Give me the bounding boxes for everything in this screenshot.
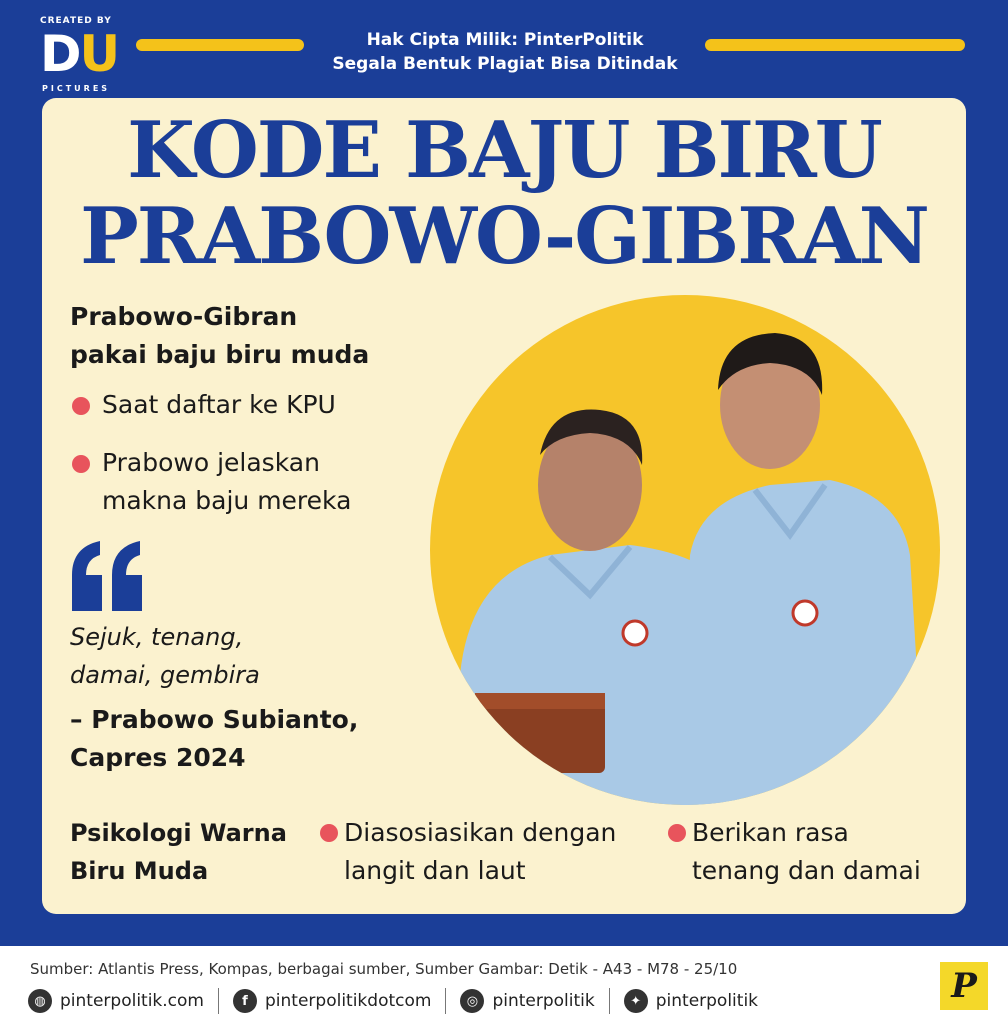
divider	[218, 988, 219, 1014]
psychology-item-line-1: Diasosiasikan dengan	[344, 818, 617, 847]
photo-circle	[430, 295, 940, 805]
header-divider-left	[136, 39, 304, 51]
bullet-dot-icon	[320, 824, 338, 842]
logo-mark	[40, 26, 118, 82]
psychology-title-line-2: Biru Muda	[70, 857, 209, 885]
psychology-item-line-2: tenang dan damai	[692, 856, 921, 885]
title-line-2: PRABOWO-GIBRAN	[80, 191, 928, 282]
author-line-1: – Prabowo Subianto,	[70, 705, 359, 734]
title-line-1: KODE BAJU BIRU	[127, 105, 881, 196]
bullet-text-line-1: Prabowo jelaskan	[102, 448, 320, 477]
instagram-icon: ◎	[460, 989, 484, 1013]
logo-mark-u: U	[79, 25, 119, 83]
lead-text	[70, 298, 369, 374]
quote-icon	[70, 541, 146, 611]
social-label: pinterpolitikdotcom	[265, 991, 432, 1011]
page-title	[42, 105, 966, 282]
bullet-dot-icon	[72, 397, 90, 415]
lead-line-2: pakai baju biru muda	[70, 340, 370, 369]
social-link-instagram[interactable]	[460, 989, 594, 1013]
social-link-facebook[interactable]	[233, 989, 431, 1013]
social-label: pinterpolitik	[492, 991, 595, 1011]
logo-mark-d: D	[40, 25, 80, 83]
facebook-icon: f	[233, 989, 257, 1013]
quote-author	[70, 701, 358, 777]
quote-line-1: Sejuk, tenang,	[70, 623, 244, 651]
copyright-line-1: Hak Cipta Milik: PinterPolitik	[366, 30, 644, 50]
divider	[445, 988, 446, 1014]
bullet-item	[70, 444, 351, 520]
pinterpolitik-logo: P	[940, 962, 988, 1010]
globe-icon: ◍	[28, 989, 52, 1013]
author-line-2: Capres 2024	[70, 743, 246, 772]
psychology-item-line-1: Berikan rasa	[692, 818, 849, 847]
bullet-text: Saat daftar ke KPU	[102, 390, 336, 419]
copyright-line-2: Segala Bentuk Plagiat Bisa Ditindak	[332, 54, 678, 74]
psychology-item	[320, 814, 616, 890]
social-link-twitter[interactable]	[624, 989, 758, 1013]
bullet-text-line-2: makna baju mereka	[102, 486, 352, 515]
du-pictures-logo	[40, 16, 124, 96]
bullet-item	[70, 386, 336, 424]
footer	[0, 946, 1008, 1024]
quote-line-2: damai, gembira	[70, 661, 260, 689]
lead-line-1: Prabowo-Gibran	[70, 302, 298, 331]
social-label: pinterpolitik	[655, 991, 759, 1011]
logo-created-by: CREATED BY	[40, 16, 112, 26]
bullet-dot-icon	[668, 824, 686, 842]
bullet-dot-icon	[72, 455, 90, 473]
divider	[609, 988, 610, 1014]
psychology-item-line-2: langit dan laut	[344, 856, 526, 885]
quote-text	[70, 618, 260, 694]
candidates-photo	[430, 295, 940, 805]
psychology-title	[70, 814, 287, 890]
social-label: pinterpolitik.com	[60, 991, 204, 1011]
source-text: Sumber: Atlantis Press, Kompas, berbagai sumber, Sumber Gambar: Detik - A43 - M78 - 25/10	[30, 960, 738, 978]
copyright-notice	[300, 28, 710, 76]
psychology-item	[668, 814, 921, 890]
header-divider-right	[705, 39, 965, 51]
social-link-website[interactable]	[28, 989, 204, 1013]
social-links	[28, 986, 758, 1016]
psychology-title-line-1: Psikologi Warna	[70, 819, 287, 847]
logo-pictures: PICTURES	[42, 84, 111, 93]
gibran-figure	[680, 333, 925, 805]
content-card	[42, 98, 966, 914]
twitter-icon: ✦	[624, 989, 648, 1013]
